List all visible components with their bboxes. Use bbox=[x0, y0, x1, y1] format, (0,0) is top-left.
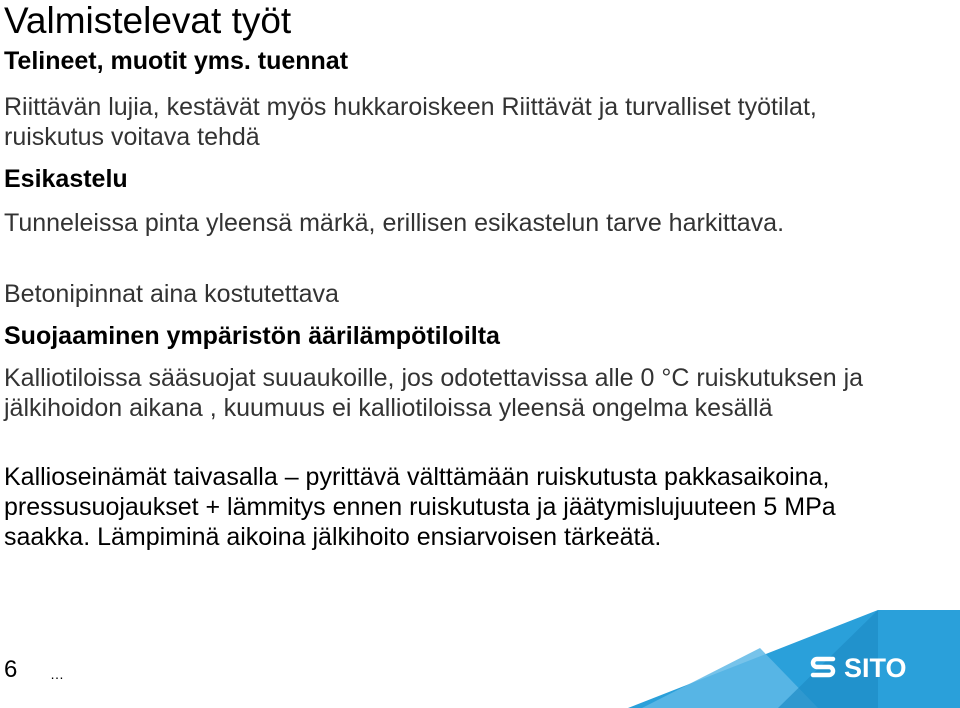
page-number: 6 bbox=[4, 656, 18, 683]
paragraph-scaffolding-requirements: Riittävän lujia, kestävät myös hukkaroiskeen Riittävät ja turvalliset työtilat, ruiskutus voitava tehdä bbox=[4, 93, 817, 151]
section-heading-temperature-protection: Suojaaminen ympäristön äärilämpötiloilta bbox=[4, 322, 500, 350]
footer-ellipsis: … bbox=[50, 666, 64, 682]
paragraph-tunnel-pre-wetting: Tunneleissa pinta yleensä märkä, erillisen esikastelun tarve harkittava. bbox=[4, 209, 785, 237]
slide-title: Valmistelevat työt bbox=[4, 0, 292, 41]
logo-text: SITO bbox=[844, 653, 907, 683]
paragraph-rock-caverns: Kalliotiloissa sääsuojat suuaukoille, jos odotettavissa alle 0 °C ruiskutuksen ja jälkihoidon aikana , kuumuus ei kalliotiloissa yleensä ongelma kesällä bbox=[4, 364, 864, 422]
sito-s-icon bbox=[808, 653, 838, 683]
section-heading-scaffolding: Telineet, muotit yms. tuennat bbox=[4, 47, 349, 75]
sito-logo bbox=[808, 652, 907, 684]
paragraph-concrete-surfaces: Betonipinnat aina kostutettava bbox=[4, 280, 339, 308]
paragraph-rock-walls-open-air: Kallioseinämät taivasalla – pyrittävä välttämään ruiskutusta pakkasaikoina, pressusuojaukset + lämmitys ennen ruiskutusta ja jäätymislujuuteen 5 MPa saakka. Lämpiminä aikoina jälkihoito ensiarvoisen tärkeätä. bbox=[4, 463, 836, 551]
footer-triangle-decoration bbox=[628, 610, 960, 708]
section-heading-pre-wetting: Esikastelu bbox=[4, 165, 128, 193]
